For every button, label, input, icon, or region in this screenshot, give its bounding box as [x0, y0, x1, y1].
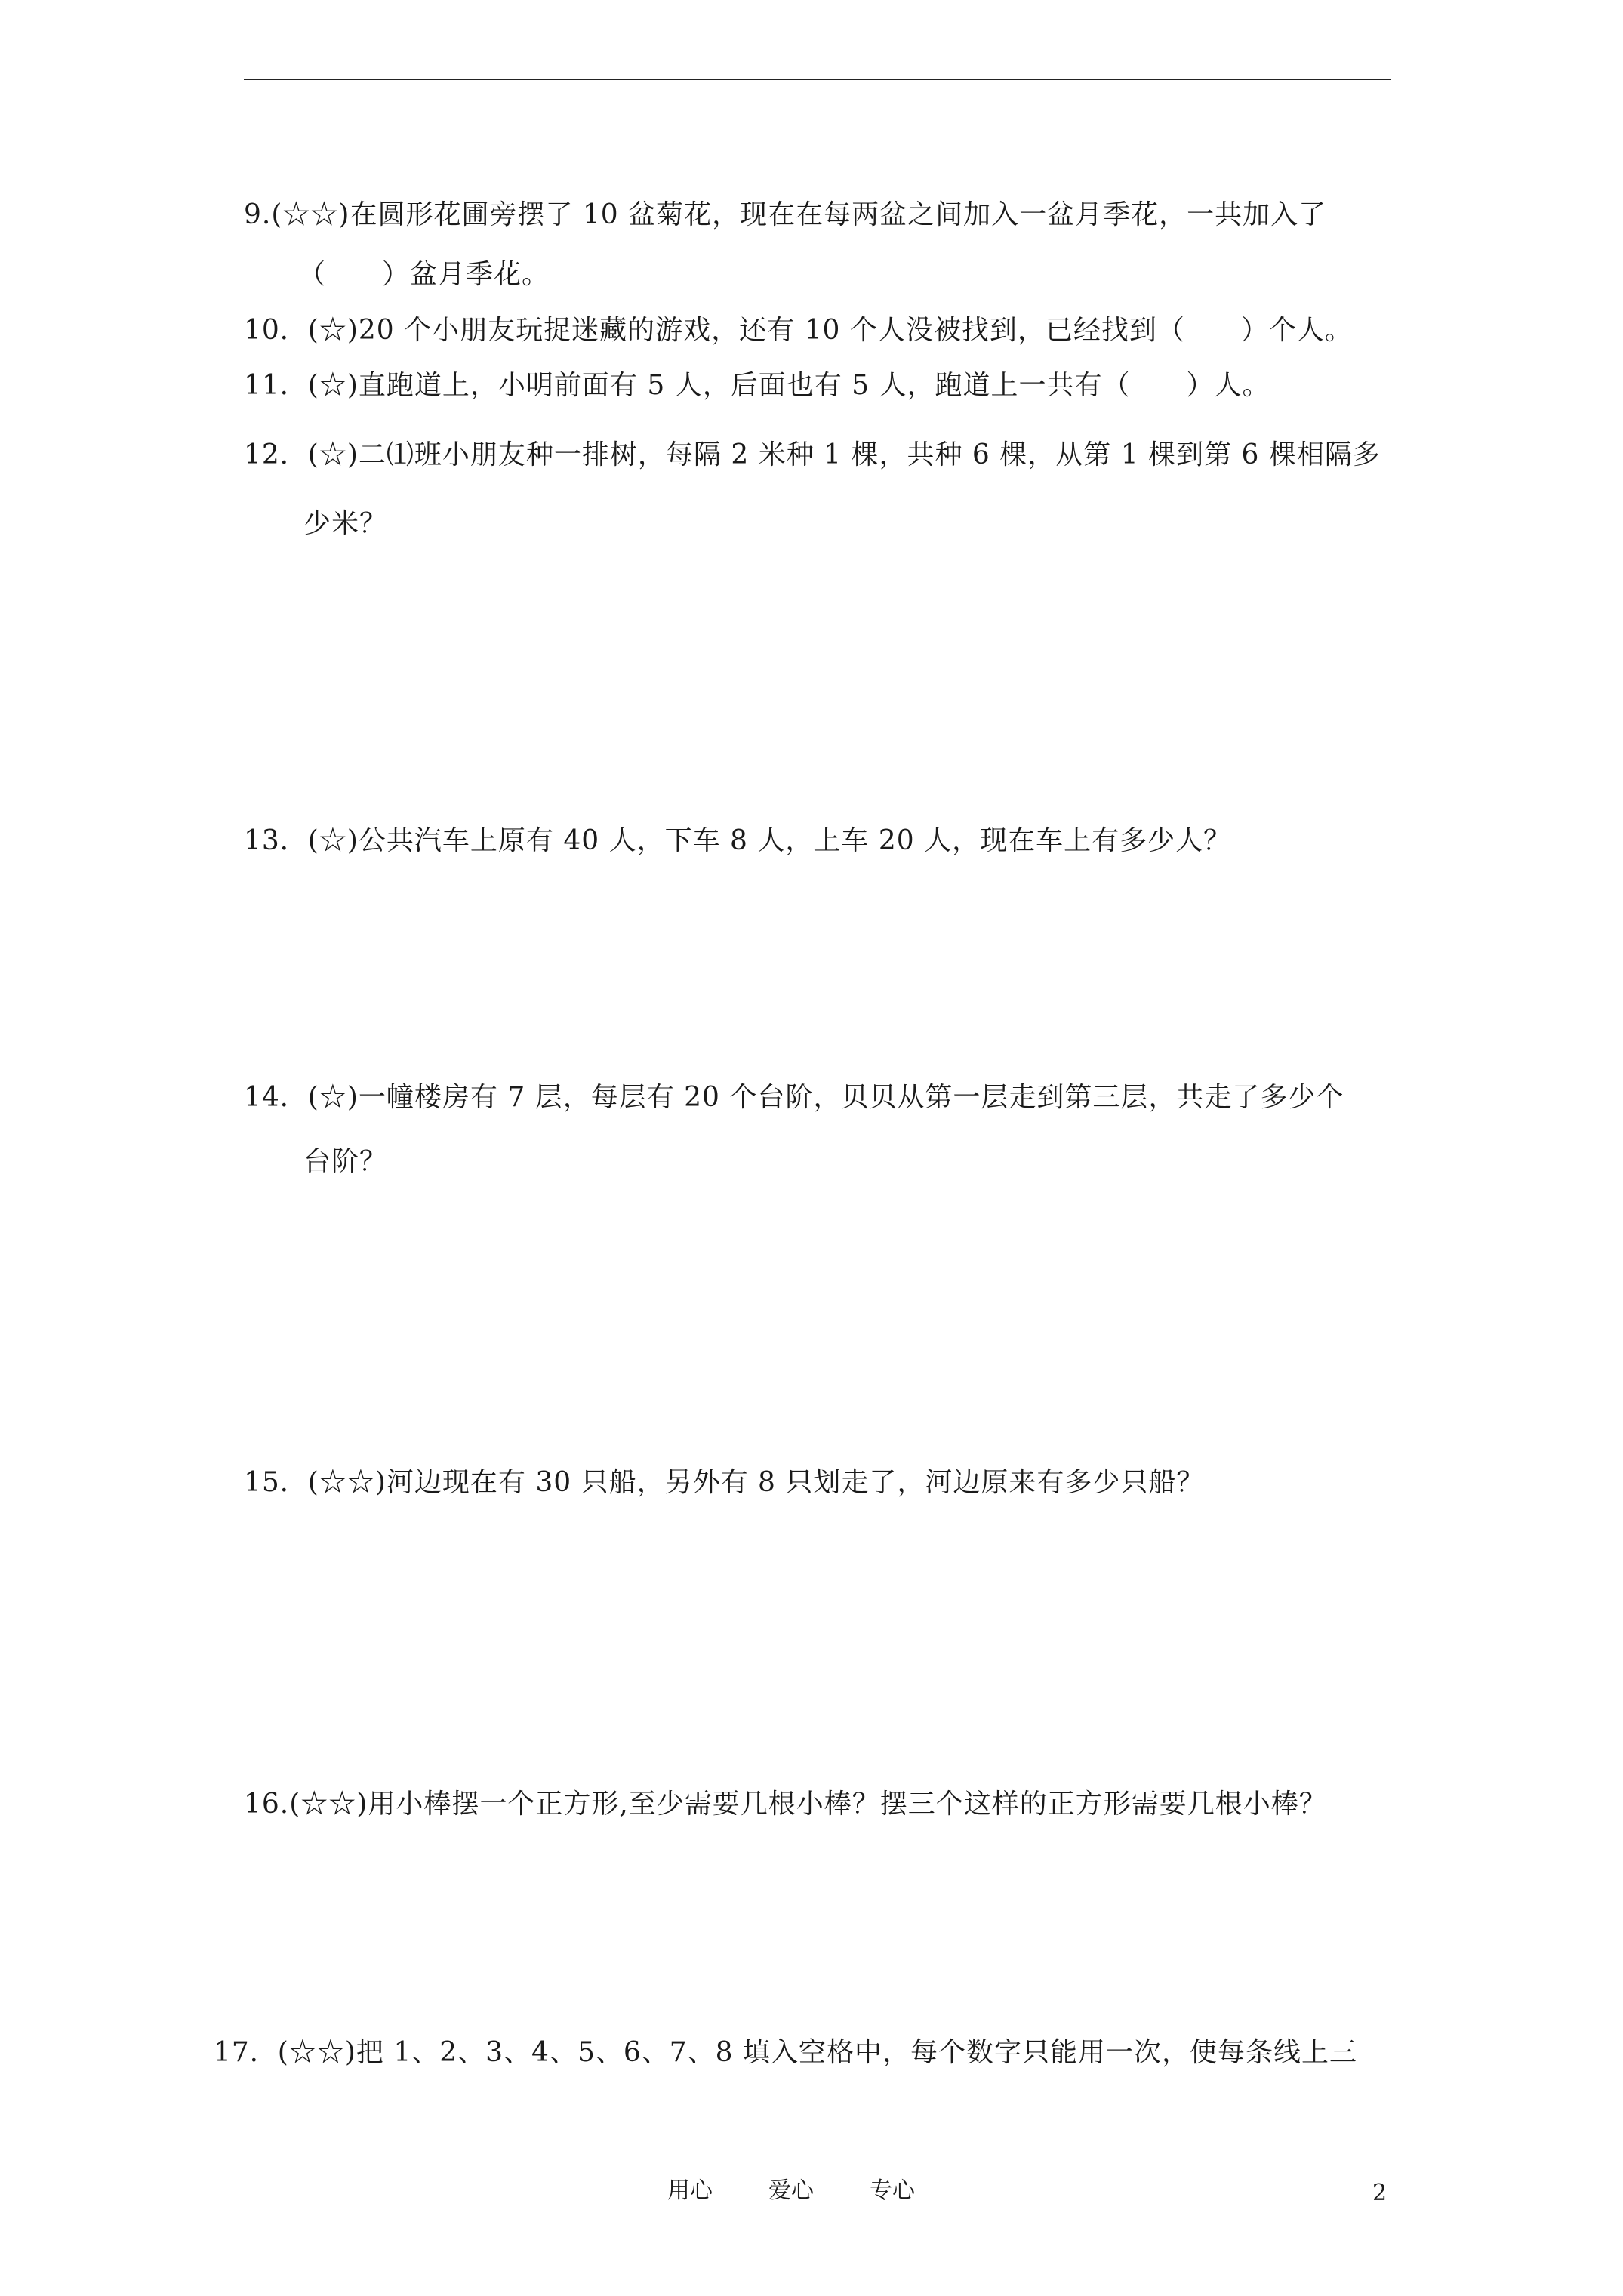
footer-item-heart-love: 爱心 — [768, 2177, 814, 2204]
footer-item-heart-focus: 专心 — [870, 2177, 915, 2204]
question-17-line-1: 17．(☆☆)把 1、2、3、4、5、6、7、8 填入空格中，每个数字只能用一次，使每条线上三 — [214, 2037, 1358, 2068]
question-15: 15．(☆☆)河边现在有 30 只船，另外有 8 只划走了，河边原来有多少只船？ — [244, 1467, 1205, 1498]
question-10: 10．(☆)20 个小朋友玩捉迷藏的游戏，还有 10 个人没被找到，已经找到（ ）个人。 — [244, 315, 1353, 346]
footer-item-heart-use: 用心 — [667, 2177, 713, 2204]
question-14-line-2: 台阶？ — [303, 1146, 388, 1177]
question-11: 11．(☆)直跑道上，小明前面有 5 人，后面也有 5 人，跑道上一共有（ ）人。 — [244, 370, 1270, 401]
question-14-line-1: 14．(☆)一幢楼房有 7 层，每层有 20 个台阶，贝贝从第一层走到第三层，共走了多少个 — [244, 1082, 1344, 1113]
question-12-line-2: 少米？ — [303, 508, 388, 539]
question-9-line-2: （ ）盆月季花。 — [298, 259, 550, 290]
question-13: 13．(☆)公共汽车上原有 40 人，下车 8 人，上车 20 人，现在车上有多少人？ — [244, 825, 1232, 856]
question-9-line-1: 9.(☆☆)在圆形花圃旁摆了 10 盆菊花，现在在每两盆之间加入一盆月季花，一共加入了 — [244, 199, 1327, 230]
question-16: 16.(☆☆)用小棒摆一个正方形,至少需要几根小棒？摆三个这样的正方形需要几根小棒？ — [244, 1789, 1327, 1820]
question-12-line-1: 12．(☆)二⑴班小朋友种一排树，每隔 2 米种 1 棵，共种 6 棵，从第 1 棵到第 6 棵相隔多 — [244, 439, 1381, 470]
page-number: 2 — [1372, 2180, 1387, 2206]
header-rule — [244, 79, 1391, 80]
